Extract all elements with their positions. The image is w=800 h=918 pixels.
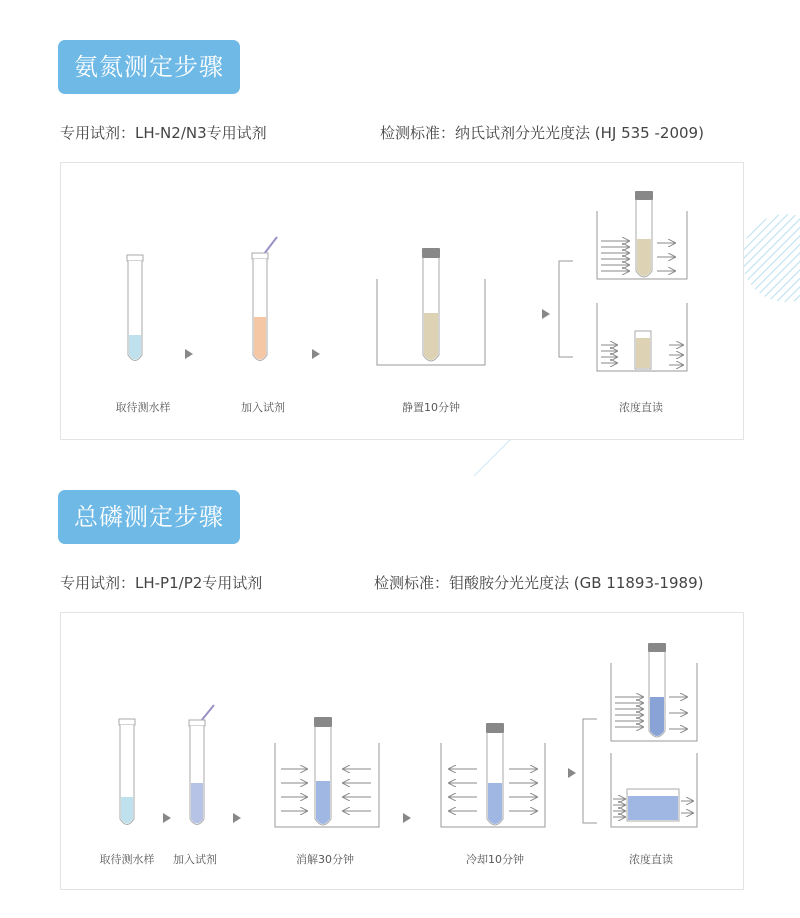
arrow-icon: [163, 813, 171, 823]
arrow-icon: [233, 813, 241, 823]
step-caption: 静置10分钟: [402, 401, 460, 414]
step3-rest-beaker: [377, 248, 485, 365]
process-diagram-phosphorus: [60, 612, 744, 890]
standard-text-ammonia: 检测标准：纳氏试剂分光光度法 (HJ 535 -2009): [380, 124, 704, 142]
step4-photometer-tube: [597, 191, 687, 279]
reagent-text-ammonia: 专用试剂：LH-N2/N3专用试剂: [60, 124, 267, 142]
step4-cooling-beaker: [441, 723, 545, 827]
step3-digestion-beaker: [275, 717, 379, 827]
step4-photometer-cuvette: [597, 303, 687, 371]
step-caption: 浓度直读: [629, 853, 673, 866]
step2-test-tube-reagent: [189, 705, 214, 825]
step5-photometer-tube: [611, 643, 697, 741]
hatch-circle-decoration: [742, 214, 800, 302]
process-diagram-ammonia: [60, 162, 744, 440]
standard-text-phosphorus: 检测标准：钼酸胺分光光度法 (GB 11893-1989): [374, 574, 704, 592]
step1-test-tube-water: [127, 255, 143, 361]
bracket: [583, 719, 597, 823]
arrow-icon: [542, 309, 550, 319]
step-caption: 浓度直读: [619, 401, 663, 414]
step-caption: 取待测水样: [99, 853, 155, 866]
section-title-phosphorus: 总磷测定步骤: [58, 490, 240, 544]
step5-photometer-cuvette: [611, 753, 697, 827]
step2-test-tube-reagent: [252, 237, 277, 361]
arrow-icon: [185, 349, 193, 359]
step-caption: 加入试剂: [173, 853, 217, 866]
bracket: [559, 261, 573, 357]
step-caption: 加入试剂: [241, 401, 285, 414]
step1-test-tube-water: [119, 719, 135, 825]
section-title-ammonia: 氨氮测定步骤: [58, 40, 240, 94]
step-caption: 取待测水样: [115, 401, 171, 414]
reagent-text-phosphorus: 专用试剂：LH-P1/P2专用试剂: [60, 574, 263, 592]
arrow-icon: [568, 768, 576, 778]
arrow-icon: [403, 813, 411, 823]
step-caption: 消解30分钟: [296, 853, 354, 866]
step-caption: 冷却10分钟: [466, 853, 524, 866]
arrow-icon: [312, 349, 320, 359]
